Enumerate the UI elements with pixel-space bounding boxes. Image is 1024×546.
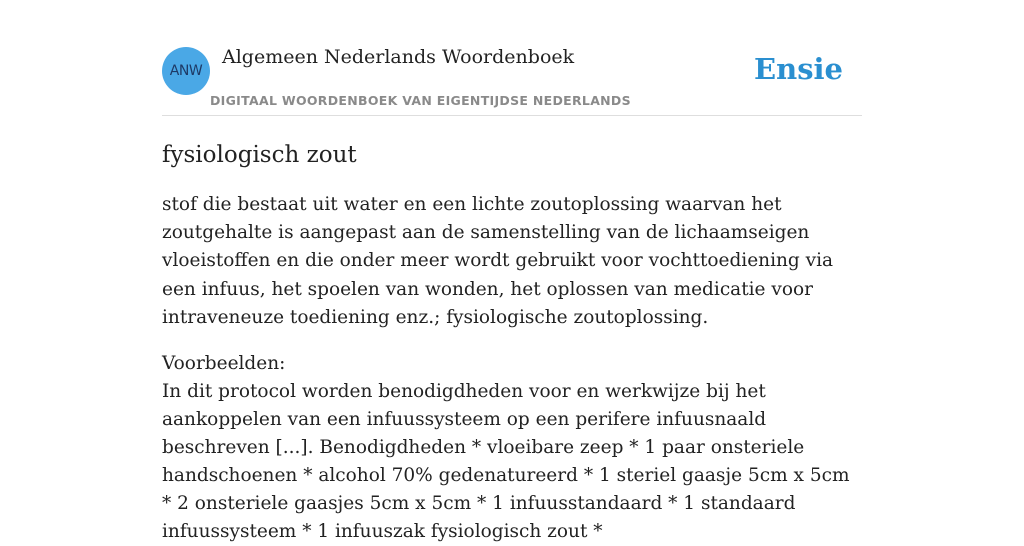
entry-definition: stof die bestaat uit water en een lichte zoutoplossing waarvan het zoutgehalte is aangepast aan de samenstelling van de lichaamseigen vloeistoffen en die onder meer wordt gebruikt voor vochttoediening via een infuus, het spoelen van wonden, het oplossen van medicatie voor intraveneuze toediening enz.; fysiologische zoutoplossing. — [162, 194, 834, 328]
entry-term: fysiologisch zout — [162, 142, 357, 168]
anw-logo[interactable] — [162, 47, 210, 95]
page — [162, 0, 862, 543]
entry-examples — [162, 350, 862, 546]
ensie-brand-link[interactable]: Ensie — [754, 52, 843, 86]
examples-label: Voorbeelden: — [162, 353, 286, 375]
site-subtitle: DIGITAAL WOORDENBOEK VAN EIGENTIJDSE NEDERLANDS — [210, 93, 631, 108]
logo-text: ANW — [169, 63, 203, 79]
site-header — [162, 0, 862, 116]
example-text: In dit protocol worden benodigdheden voor en werkwijze bij het aankoppelen van een infuussysteem op een perifere infuusnaald beschreven [...]. Benodigdheden * vloeibare zeep * 1 paar onsteriele handschoenen * alcohol 70% gedenatureerd * 1 steriel gaasje 5cm x 5cm * 2 onsteriele gaasjes 5cm x 5cm * 1 infuusstandaard * 1 standaard infuussysteem * 1 infuuszak fysiologisch zout * — [162, 381, 850, 543]
site-title[interactable]: Algemeen Nederlands Woordenboek — [222, 46, 575, 68]
